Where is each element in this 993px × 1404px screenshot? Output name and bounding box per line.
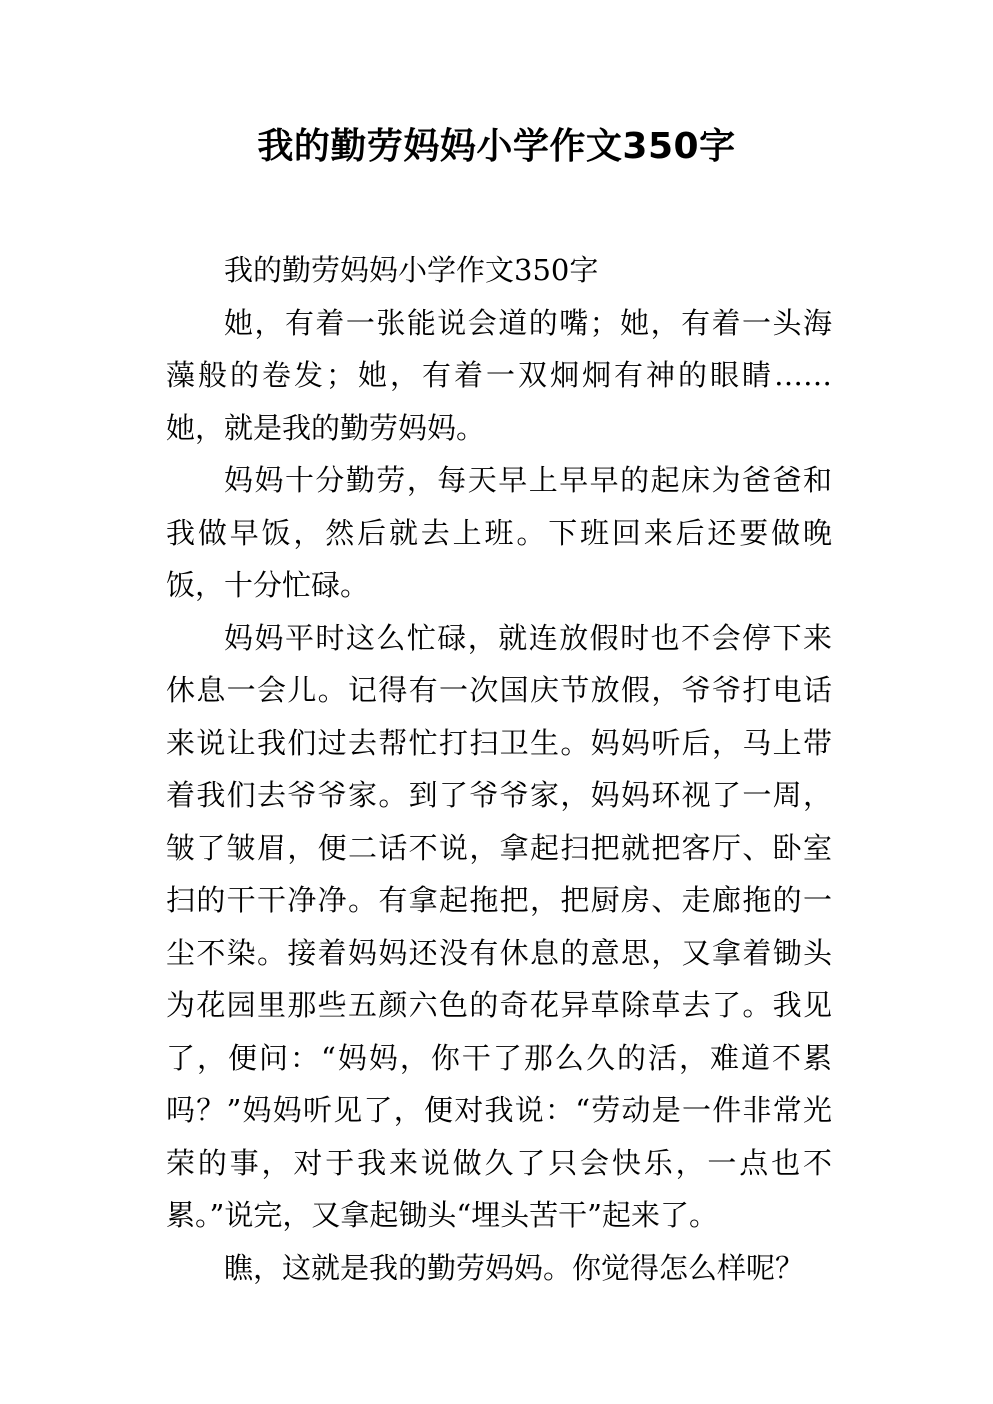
paragraph-subtitle: 我的勤劳妈妈小学作文350字 — [224, 253, 599, 287]
paragraph-daily-work: 妈妈十分勤劳，每天早上早早的起床为爸爸和我做早饭，然后就去上班。下班回来后还要做晚饭，十分忙碌。 — [166, 463, 832, 602]
paragraph-holiday-story: 妈妈平时这么忙碌，就连放假时也不会停下来休息一会儿。记得有一次国庆节放假，爷爷打电话来说让我们过去帮忙打扫卫生。妈妈听后，马上带着我们去爷爷家。到了爷爷家，妈妈环视了一周，皱了皱眉，便二话不说，拿起扫把就把客厅、卧室扫的干干净净。有拿起拖把，把厨房、走廊拖的一尘不染。接着妈妈还没有休息的意思，又拿着锄头为花园里那些五颜六色的奇花异草除草去了。我见了，便问：“妈妈，你干了那么久的活，难道不累吗？”妈妈听见了，便对我说：“劳动是一件非常光荣的事，对于我来说做久了只会快乐，一点也不累。”说完，又拿起锄头“埋头苦干”起来了。 — [166, 620, 832, 1232]
paragraph-intro: 她，有着一张能说会道的嘴；她，有着一头海藻般的卷发；她，有着一双炯炯有神的眼睛……她，就是我的勤劳妈妈。 — [166, 305, 832, 445]
document-body — [166, 244, 832, 1294]
paragraph-conclusion: 瞧，这就是我的勤劳妈妈。你觉得怎么样呢？ — [224, 1250, 805, 1285]
document-title: 我的勤劳妈妈小学作文350字 — [257, 126, 736, 167]
